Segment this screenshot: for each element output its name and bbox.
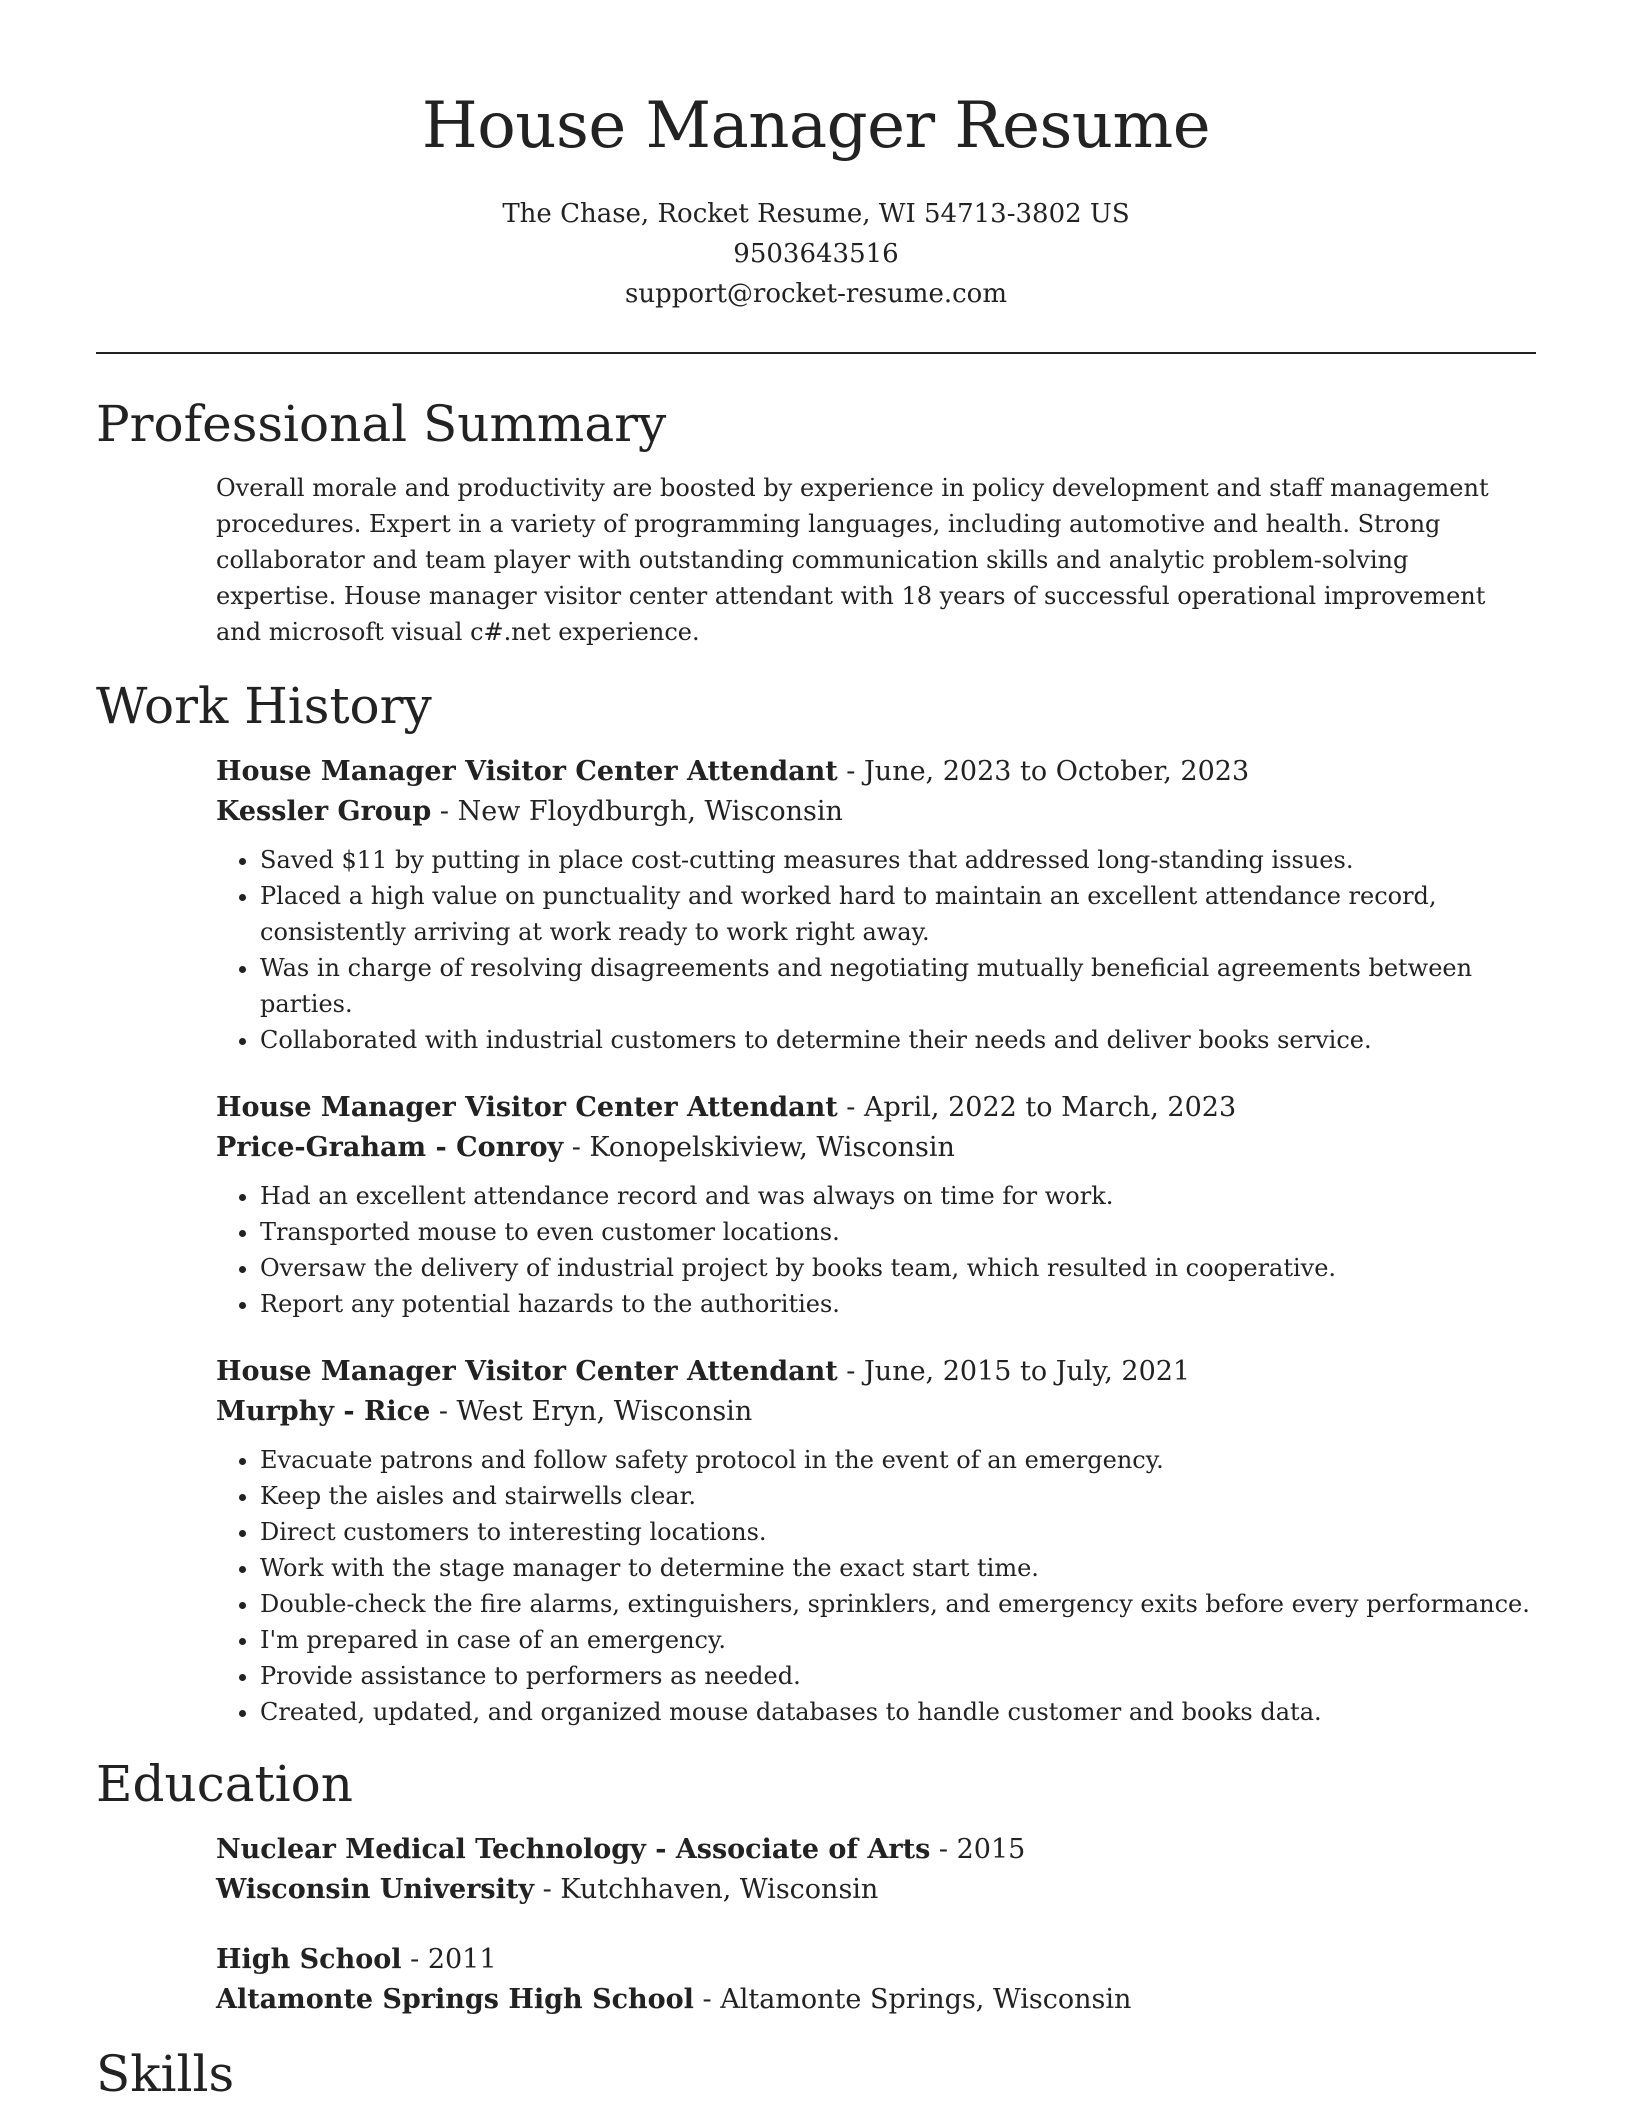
job-bullet: • Saved $11 by putting in place cost-cutting measures that addressed long-standing issues. (260, 842, 1536, 878)
summary-text: Overall morale and productivity are boosted by experience in policy development and staff management procedures. Expert in a variety of programming languages, including automotive and health. Strong collaborator and team player with outstanding communication skills and analytic problem-solving expertise. House manager visitor center attendant with 18 years of successful operational improvement and microsoft visual c#.net experience. (216, 474, 1489, 646)
job-title-line (216, 752, 1536, 792)
job-bullet: • Double-check the fire alarms, extinguishers, sprinklers, and emergency exits before every performance. (260, 1586, 1536, 1622)
job-location: - Konopelskiview, Wisconsin (563, 1132, 955, 1163)
job-bullet: • Collaborated with industrial customers to determine their needs and deliver books service. (260, 1022, 1536, 1058)
contact-email: support@rocket-resume.com (624, 279, 1007, 309)
contact-address: The Chase, Rocket Resume, WI 54713-3802 US (502, 199, 1130, 229)
summary-heading: Professional Summary (96, 395, 667, 453)
education-school-line (216, 1870, 1536, 1910)
job-bullet: • Keep the aisles and stairwells clear. (260, 1478, 1536, 1514)
job-bullet: • Created, updated, and organized mouse databases to handle customer and books data. (260, 1694, 1536, 1730)
education-school: Altamonte Springs High School (216, 1984, 694, 2015)
job-title: House Manager Visitor Center Attendant (216, 1356, 838, 1387)
contact-phone: 9503643516 (733, 239, 899, 269)
job-title: House Manager Visitor Center Attendant (216, 1092, 838, 1123)
job-dates: - June, 2015 to July, 2021 (837, 1356, 1191, 1387)
job-title: House Manager Visitor Center Attendant (216, 756, 838, 787)
job-company-line (216, 1128, 1536, 1168)
job-company-line (216, 792, 1536, 832)
education-entry (216, 1830, 1536, 1910)
education-location: - Altamonte Springs, Wisconsin (693, 1984, 1132, 2015)
job-bullet: • I'm prepared in case of an emergency. (260, 1622, 1536, 1658)
resume-title: House Manager Resume (421, 89, 1211, 163)
job-bullets (216, 1442, 1536, 1730)
job-bullet: • Placed a high value on punctuality and worked hard to maintain an excellent attendance record, consistently arriving at work ready to work right away. (260, 878, 1536, 950)
education-degree: Nuclear Medical Technology - Associate of Arts (216, 1834, 931, 1865)
education-heading: Education (96, 1755, 353, 1813)
job-company-line (216, 1392, 1536, 1432)
job-entry (216, 1088, 1536, 1322)
job-bullet: • Report any potential hazards to the authorities. (260, 1286, 1536, 1322)
job-bullet: • Direct customers to interesting locations. (260, 1514, 1536, 1550)
job-company: Price-Graham - Conroy (216, 1132, 564, 1163)
contact-block (96, 194, 1536, 314)
education-degree-line (216, 1830, 1536, 1870)
job-bullet: • Transported mouse to even customer locations. (260, 1214, 1536, 1250)
header-divider (96, 352, 1536, 354)
education-school-line (216, 1980, 1536, 2020)
job-bullet: • Was in charge of resolving disagreements and negotiating mutually beneficial agreements between parties. (260, 950, 1536, 1022)
job-location: - West Eryn, Wisconsin (430, 1396, 753, 1427)
job-company: Kessler Group (216, 796, 432, 827)
job-bullets (216, 842, 1536, 1058)
education-degree: High School (216, 1944, 402, 1975)
resume-page (96, 0, 1536, 2106)
job-bullet: • Work with the stage manager to determine the exact start time. (260, 1550, 1536, 1586)
job-company: Murphy - Rice (216, 1396, 431, 1427)
job-title-line (216, 1088, 1536, 1128)
resume-header (96, 0, 1536, 314)
education-school: Wisconsin University (216, 1874, 535, 1905)
job-title-line (216, 1352, 1536, 1392)
education-location: - Kutchhaven, Wisconsin (534, 1874, 879, 1905)
job-bullet: • Oversaw the delivery of industrial project by books team, which resulted in cooperative. (260, 1250, 1536, 1286)
education-degree-line (216, 1940, 1536, 1980)
job-dates: - April, 2022 to March, 2023 (837, 1092, 1237, 1123)
education-year: - 2015 (930, 1834, 1026, 1865)
work-history-heading: Work History (96, 677, 432, 735)
skills-heading: Skills (96, 2045, 235, 2103)
job-entry (216, 1352, 1536, 1730)
job-bullet: • Provide assistance to performers as needed. (260, 1658, 1536, 1694)
job-dates: - June, 2023 to October, 2023 (837, 756, 1250, 787)
job-location: - New Floydburgh, Wisconsin (431, 796, 843, 827)
education-year: - 2011 (401, 1944, 497, 1975)
job-bullet: • Had an excellent attendance record and was always on time for work. (260, 1178, 1536, 1214)
education-entry (216, 1940, 1536, 2020)
job-bullets (216, 1178, 1536, 1322)
job-entry (216, 752, 1536, 1058)
job-bullet: • Evacuate patrons and follow safety protocol in the event of an emergency. (260, 1442, 1536, 1478)
